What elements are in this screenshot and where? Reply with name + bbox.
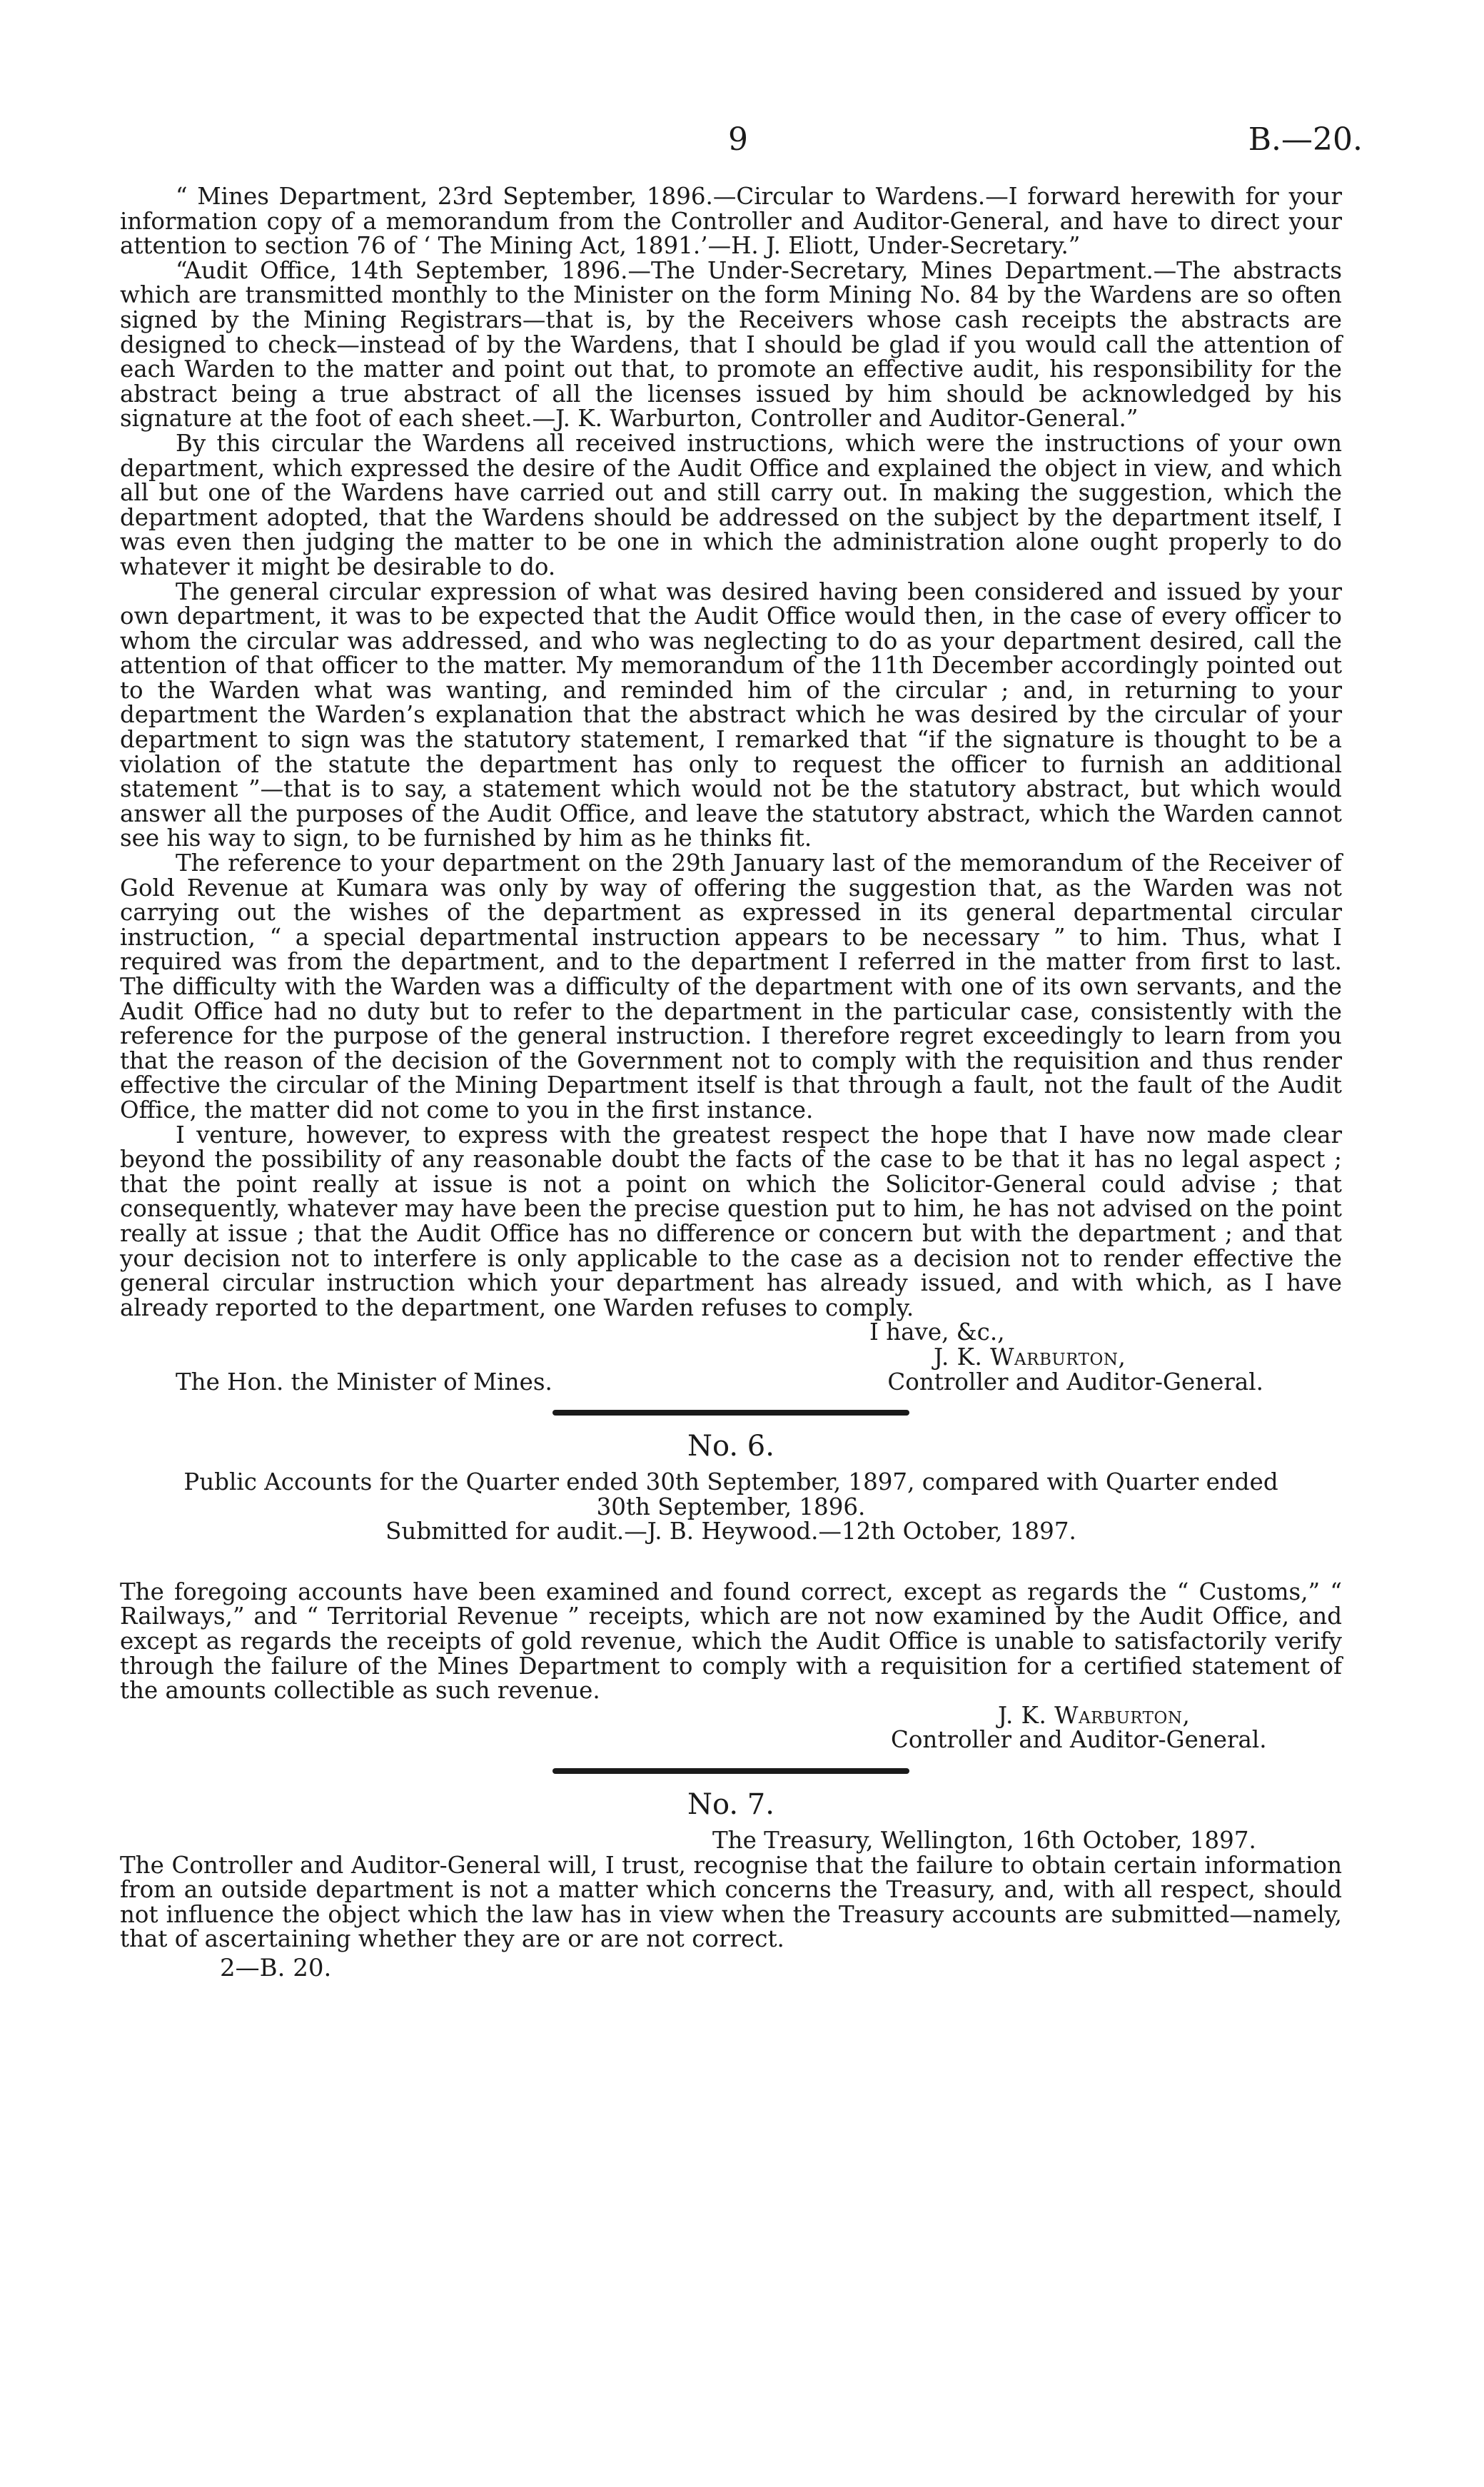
paragraph: I venture, however, to express with the greatest respect the hope that I have now made clear beyond the possibility of any reasonable doubt the facts of the case to be that it has no legal aspect ; that the point really at issue is not a point on which the Solicitor-General could advise ; that consequently, whatever may have been the precise question put to him, he has not advised on the point really at issue ; that the Audit Office has no difference or concern but with the department ; and that your decision not to interfere is only applicable to the case as a decision not to render effective the general circular instruction which your department has already issued, and with which, as I have already reported to the department, one Warden refuses to comply. bbox=[120, 1121, 1342, 1321]
addressee: The Hon. the Minister of Mines. bbox=[176, 1368, 552, 1396]
spacer bbox=[120, 1544, 1342, 1580]
page-footer-signature: 2—B. 20. bbox=[220, 1954, 332, 1982]
document-reference: B.—20. bbox=[1248, 121, 1363, 158]
page-header bbox=[121, 121, 1363, 164]
section6-title-line1: Public Accounts for the Quarter ended 30th September, 1897, compared with Quarter ended bbox=[183, 1468, 1278, 1496]
page-content bbox=[120, 184, 1342, 1981]
section6-title-line2: 30th September, 1896. bbox=[596, 1493, 866, 1520]
signatory-name: J. K. Warburton, bbox=[934, 1343, 1126, 1371]
section-divider bbox=[552, 1410, 909, 1416]
letter-signature-row bbox=[120, 1370, 1342, 1395]
page-number: 9 bbox=[728, 121, 748, 158]
section6-signatory-name: J. K. Warburton, bbox=[998, 1701, 1191, 1729]
paragraph: By this circular the Wardens all received instructions, which were the instructions of your own department, which expressed the desire of the Audit Office and explained the object in view, and which all but one of the Wardens have carried out and still carry out. In making the suggestion, which the department adopted, that the Wardens should be addressed on the subject by the department itself, I was even then judging the matter to be one in which the administration alone ought properly to do whatever it might be desirable to do. bbox=[120, 429, 1342, 580]
letter-closing: I have, &c., bbox=[869, 1318, 1005, 1346]
section-heading-no6: No. 6. bbox=[687, 1430, 774, 1463]
section7-dateline: The Treasury, Wellington, 16th October, 1897. bbox=[712, 1827, 1256, 1855]
section6-signatory-title: Controller and Auditor-General. bbox=[891, 1726, 1267, 1754]
paragraph: The reference to your department on the 29th January last of the memorandum of the Receiver of Gold Revenue at Kumara was only by way of offering the suggestion that, as the Warden was not carrying out the wishes of the department as expressed in its general departmental circular instruction, “ a special departmental instruction appears to be necessary ” to him. Thus, what I required was from the department, and to the department I referred in the matter from first to last. The difficulty with the Warden was a difficulty of the department with one of its own servants, and the Audit Office had no duty but to refer to the department in the particular case, consistently with the reference for the purpose of the general instruction. I therefore regret exceedingly to learn from you that the reason of the decision of the Government not to comply with the requisition and thus render effective the circular of the Mining Department itself is that through a fault, not the fault of the Audit Office, the matter did not come to you in the first instance. bbox=[120, 849, 1342, 1124]
section-divider bbox=[552, 1768, 909, 1774]
section7-body: The Controller and Auditor-General will, I trust, recognise that the failure to obtain certain information from an outside department is not a matter which concerns the Treasury, and, with all respect, should not influence the object which the law has in view when the Treasury accounts are submitted—namely, that of ascertaining whether they are or are not correct. bbox=[120, 1851, 1342, 1953]
paragraph-audit-memo: “Audit Office, 14th September, 1896.—The Under-Secretary, Mines Department.—The abstracts which are transmitted monthly to the Minister on the form Mining No. 84 by the Wardens are so often signed by the Mining Registrars—that is, by the Receivers whose cash receipts the abstracts are designed to check—instead of by the Wardens, that I should be glad if you would call the attention of each Warden to the matter and point out that, to promote an effective audit, his responsibility for the abstract being a true abstract of all the licenses issued by him should be acknowledged by his signature at the foot of each sheet.—J. K. Warburton, Controller and Auditor-General.” bbox=[120, 256, 1342, 433]
paragraph-circular: “ Mines Department, 23rd September, 1896.—Circular to Wardens.—I forward herewith for your information copy of a memorandum from the Controller and Auditor-General, and have to direct your attention to section 76 of ‘ The Mining Act, 1891.’—H. J. Eliott, Under-Secretary.” bbox=[120, 183, 1342, 260]
section6-body: The foregoing accounts have been examined and found correct, except as regards the “ Customs,” “ Railways,” and “ Territorial Revenue ” receipts, which are not now examined by the Audit Office, and except as regards the receipts of gold revenue, which the Audit Office is unable to satisfactorily verify through the failure of the Mines Department to comply with a requisition for a certified statement of the amounts collectible as such revenue. bbox=[120, 1578, 1342, 1705]
signatory-title: Controller and Auditor-General. bbox=[887, 1368, 1263, 1396]
section-heading-no7: No. 7. bbox=[687, 1788, 774, 1822]
section6-submitted: Submitted for audit.—J. B. Heywood.—12th October, 1897. bbox=[385, 1518, 1076, 1545]
paragraph: The general circular expression of what was desired having been considered and issued by your own department, it was to be expected that the Audit Office would then, in the case of every officer to whom the circular was addressed, and who was neglecting to do as your department desired, call the attention of that officer to the matter. My memorandum of the 11th December accordingly pointed out to the Warden what was wanting, and reminded him of the circular ; and, in returning to your department the Warden’s explanation that the abstract which he was desired by the circular of your department to sign was the statutory statement, I remarked that “if the signature is thought to be a violation of the statute the department has only to request the officer to furnish an additional statement ”—that is to say, a statement which would not be the statutory abstract, but which would answer all the purposes of the Audit Office, and leave the statutory abstract, which the Warden cannot see his way to sign, to be furnished by him as he thinks fit. bbox=[120, 577, 1342, 852]
